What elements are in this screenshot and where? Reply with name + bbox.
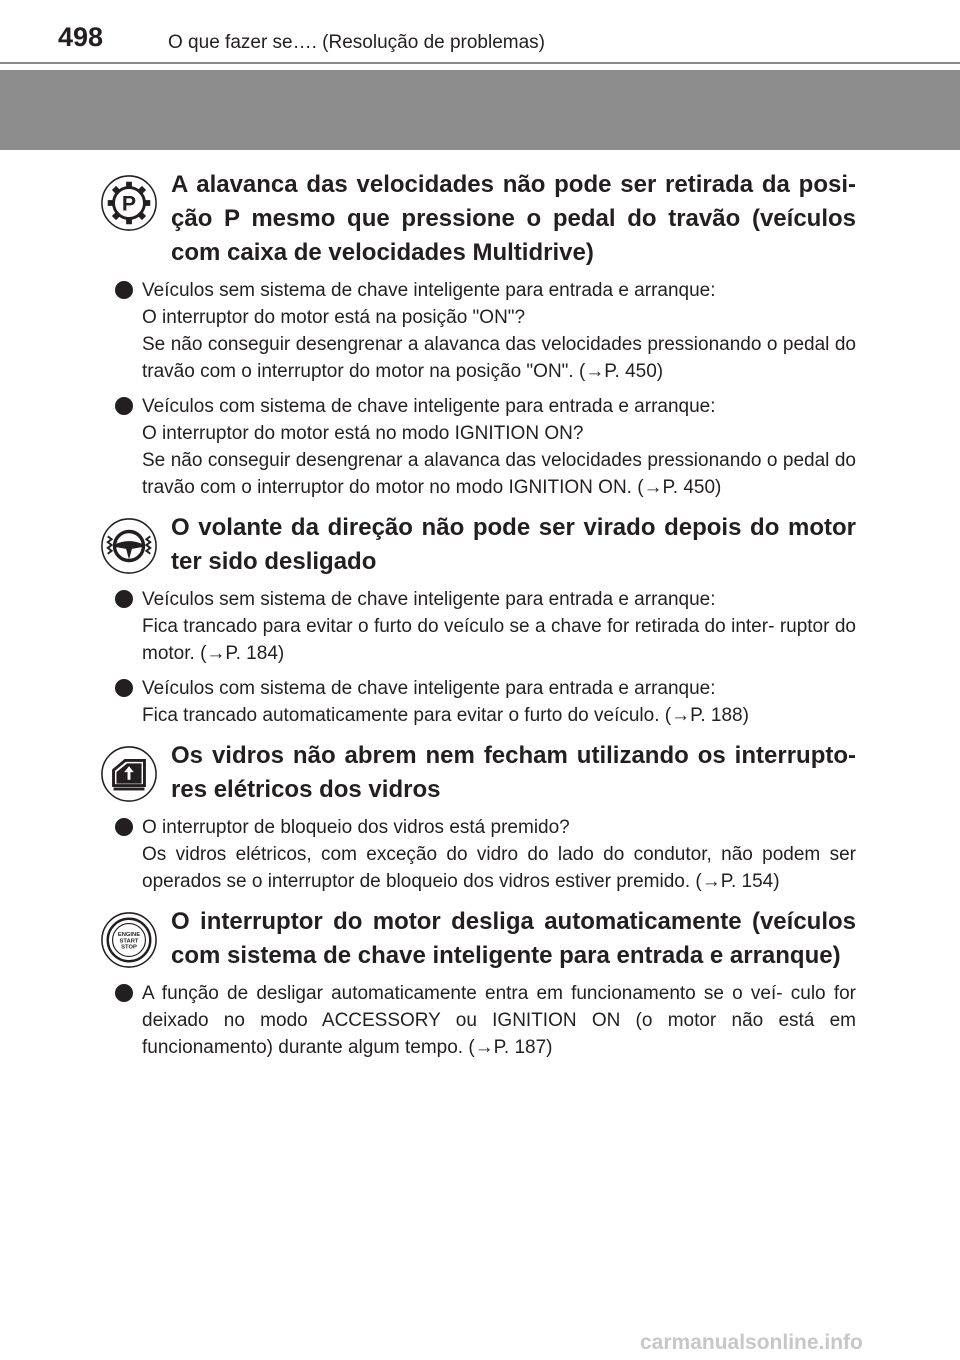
bullet-line: Veículos sem sistema de chave inteligente para entrada e arranque: bbox=[142, 589, 716, 610]
bullet-line: Se não conseguir desengrenar a alavanca das velocidades pressionando o pedal do travão com o interruptor do motor no modo IGNITION ON. (→P. 450) bbox=[142, 450, 856, 498]
list-item bbox=[100, 814, 856, 895]
bullet-line: A função de desligar automaticamente entra em funcionamento se o veí- culo for deixado no modo ACCESSORY ou IGNITION ON (o motor não está em funcionamento) durante algum tempo. (→P. 187) bbox=[142, 983, 856, 1058]
list-item bbox=[100, 393, 856, 501]
bullet-line: Se não conseguir desengrenar a alavanca das velocidades pressionando o pedal do travão com o interruptor do motor na posição "ON". (→P. 450) bbox=[142, 334, 856, 382]
bullet-line: Veículos sem sistema de chave inteligente para entrada e arranque: bbox=[142, 280, 716, 301]
list-item bbox=[100, 980, 856, 1061]
engine-label: ENGINE bbox=[117, 932, 141, 939]
section-shift-lever bbox=[100, 168, 856, 501]
bullet-dot bbox=[115, 818, 133, 836]
bullet-dot bbox=[115, 679, 133, 697]
bullet-dot bbox=[115, 281, 133, 299]
header-divider bbox=[0, 62, 960, 64]
steering-lock-icon bbox=[100, 517, 158, 575]
bullet-line: Veículos com sistema de chave inteligente para entrada e arranque: bbox=[142, 678, 716, 699]
bullet-line: Os vidros elétricos, com exceção do vidro do lado do condutor, não podem ser operados se o interruptor de bloqueio dos vidros estiver premido. (→P. 154) bbox=[142, 844, 856, 892]
content bbox=[100, 168, 856, 1071]
svg-text:P: P bbox=[121, 191, 137, 216]
list-item bbox=[100, 277, 856, 385]
list-item bbox=[100, 675, 856, 729]
bullet-line: Fica trancado automaticamente para evitar o furto do veículo. (→P. 188) bbox=[142, 705, 749, 726]
section-banner bbox=[0, 70, 960, 150]
section-power-windows bbox=[100, 739, 856, 895]
engine-start-stop-icon bbox=[100, 911, 158, 969]
section-engine-switch bbox=[100, 905, 856, 1061]
bullet-dot bbox=[115, 984, 133, 1002]
section-title: O interruptor do motor desliga automaticamente (veículos com sistema de chave inteligente para entrada e arranque) bbox=[171, 908, 856, 969]
bullet-line: O interruptor do motor está no modo IGNITION ON? bbox=[142, 423, 584, 444]
park-gear-warning-icon bbox=[100, 174, 158, 232]
bullet-line: O interruptor do motor está na posição "ON"? bbox=[142, 307, 526, 328]
bullet-line: O interruptor de bloqueio dos vidros está premido? bbox=[142, 817, 570, 838]
page-header bbox=[0, 0, 960, 70]
section-title: A alavanca das velocidades não pode ser retirada da posi- ção P mesmo que pressione o pedal do travão (veículos com caixa de velocidades Multidrive) bbox=[171, 171, 856, 266]
chapter-title: O que fazer se…. (Resolução de problemas) bbox=[168, 32, 546, 53]
watermark: carmanualsonline.info bbox=[640, 1331, 863, 1354]
section-steering-lock bbox=[100, 511, 856, 729]
list-item bbox=[100, 586, 856, 667]
page-number: 498 bbox=[58, 22, 104, 52]
bullet-dot bbox=[115, 590, 133, 608]
bullet-dot bbox=[115, 397, 133, 415]
power-window-icon bbox=[100, 745, 158, 803]
section-title: Os vidros não abrem nem fecham utilizando os interrupto- res elétricos dos vidros bbox=[171, 742, 856, 803]
bullet-line: Fica trancado para evitar o furto do veículo se a chave for retirada do inter- ruptor do motor. (→P. 184) bbox=[142, 616, 856, 664]
section-title: O volante da direção não pode ser virado depois do motor ter sido desligado bbox=[171, 514, 856, 575]
bullet-line: Veículos com sistema de chave inteligente para entrada e arranque: bbox=[142, 396, 716, 417]
stop-label: STOP bbox=[121, 944, 137, 951]
start-label: START bbox=[119, 938, 139, 945]
